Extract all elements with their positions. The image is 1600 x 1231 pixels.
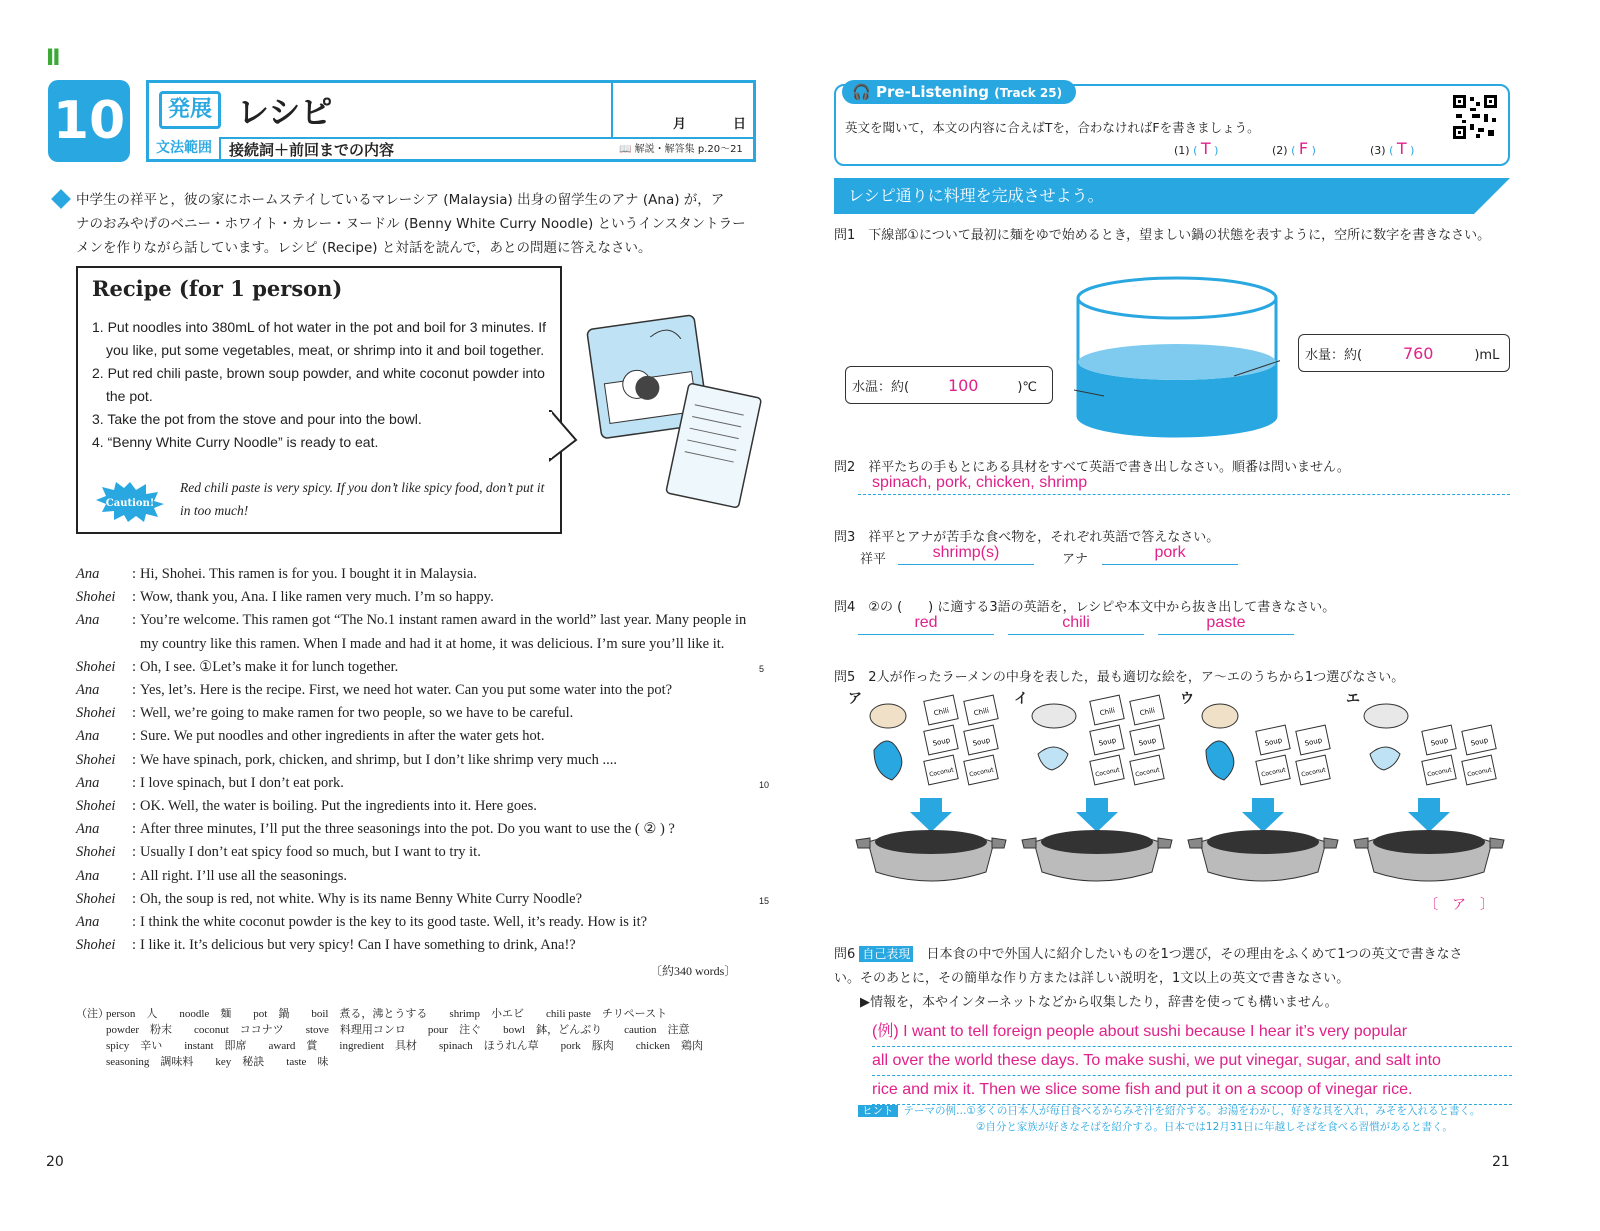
speaker: Ana [76,821,100,838]
recipe-step: 4. “Benny White Curry Noodle” is ready to eat. [92,434,379,450]
speaker: Shohei [76,705,116,722]
item-answer: T [1200,139,1211,158]
intro-line: ナのおみやげのベニー・ホワイト・カレー・ヌードル (Benny White Curry Noodle) というインスタントラー [76,216,746,232]
question-note: ▶情報を，本やインターネットなどから収集したり，辞書を使っても構いません。 [860,995,1338,1010]
question-text: ②の ( ) に適する3語の英語を，レシピや本文中から抜き出して書きなさい。 [868,600,1336,615]
packet-label: Coconut [1260,766,1287,779]
speaker: Shohei [76,658,116,675]
recipe-box [76,266,562,534]
pot-handle [1354,838,1368,848]
line-text: OK. Well, the water is boiling. Put the ingredients into it. Here goes. [140,798,537,815]
vocabulary-notes [76,1006,766,1070]
speaker: Ana [76,728,100,745]
seasoning-packet-icon [1090,755,1124,785]
answer-reference [619,140,743,155]
ana-label: アナ [1062,552,1089,567]
hint [858,1103,1480,1135]
question-label: 問1 [834,228,856,243]
intro-text [76,188,756,260]
recipe-title: Recipe (for 1 person) [92,276,343,301]
speaker: Shohei [76,589,116,606]
unit-number-badge: 10 [48,80,130,162]
question-text: 2人が作ったラーメンの中身を表した，最も適切な絵を，ア～エのうちから1つ選びなさい。 [868,670,1405,685]
line-number: 10 [759,780,770,790]
speaker: Shohei [76,844,116,861]
speaker: Ana [76,867,100,884]
packet-label: Coconut [1134,766,1161,779]
seasoning-packet-icon [1090,695,1124,725]
line-number: 15 [759,896,770,906]
down-arrow-icon [1076,798,1118,832]
dialogue-line: Ana : You’re welcome. This ramen got “The No.1 instant ramen award in the world” last year. Many people in my country like this ramen. When I made and had it at home, it was delicious. I’m sure you’ll like it. [76,609,766,655]
dialogue-line: Shohei : I like it. It’s delicious but very spicy! Can I have something to drink, Ana!? [76,934,766,957]
recipe-step: 2. Put red chili paste, brown soup powder, and white coconut powder into the pot. [92,365,545,404]
packet-label: Coconut [928,766,955,779]
dialogue-line: Shohei : Usually I don’t eat spicy food so much, but I want to try it. [76,841,766,864]
pot-handle [1188,838,1202,848]
q6-answer-line: rice and mix it. Then we slice some fish and put it on a scoop of vinegar rice. [872,1076,1512,1105]
speaker: Ana [76,682,100,699]
seasoning-packet-icon [1256,725,1290,755]
noodle-package-illustration [586,308,762,508]
item-number: (2) [1272,144,1288,157]
q3-ana-answer: pork [1102,544,1238,565]
seasoning-packet-icon [964,755,998,785]
question-text: 下線部①について最初に麺をゆで始めるとき，望ましい鍋の状態を表すように，空所に数字を書きなさい。 [868,228,1491,243]
pot-handle [1022,838,1036,848]
question-text: 祥平たちの手もとにある具材をすべて英語で書き出しなさい。順番は問いません。 [868,460,1350,475]
caution-starburst-icon [96,482,164,522]
line-text: Sure. We put noodles and other ingredients in after the water gets hot. [140,728,545,745]
line-text: Well, we’re going to make ramen for two people, so we have to be careful. [140,705,574,722]
volume-answer: 760 [1402,344,1434,363]
seasoning-packet-icon [1462,725,1496,755]
month-label: 月 [673,117,687,132]
word-count: 〔約340 words〕 [650,964,737,978]
speech-tail [548,410,578,470]
packet-label: Chili [1099,706,1116,718]
dialogue-line: Ana : Yes, let’s. Here is the recipe. First, we need hot water. Can you put some water into the pot? [76,679,766,702]
seasoning-packet-icon [1130,755,1164,785]
packet-label: Soup [971,736,991,748]
seasoning-packet-icon [1130,725,1164,755]
dialogue [76,563,766,957]
question-label: 問3 [834,530,856,545]
line-text: Yes, let’s. Here is the recipe. First, we need hot water. Can you put some water into the pot? [140,682,673,699]
line-text: I think the white coconut powder is the key to its good taste. Well, it’s ready. How is it? [140,914,648,931]
book-icon: 📖 [619,144,632,155]
dialogue-line: Ana : Hi, Shohei. This ramen is for you. I bought it in Malaysia. [76,563,766,586]
recipe-step: 1. Put noodles into 380mL of hot water in the pot and boil for 3 minutes. If you like, put some vegetables, meat, or shrimp into it and boil together. [92,319,546,358]
caution-text: Red chili paste is very spicy. If you don’t like spicy food, don’t put it in too much! [180,480,545,518]
speaker: Shohei [76,937,116,954]
pork-icon [1364,704,1408,728]
question-2 [834,456,1350,475]
q5-answer: 〔 ア 〕 [1424,897,1494,913]
chicken-icon [870,704,906,728]
speaker: Shohei [76,751,116,768]
packet-label: Soup [1303,736,1323,748]
speaker: Ana [76,566,100,582]
q4-answer: chili [1008,614,1144,635]
section-banner: レシピ通りに料理を完成させよう。 [834,178,1474,214]
option-letter: ア [848,691,862,707]
seasoning-packet-icon [924,725,958,755]
packet-label: Coconut [1094,766,1121,779]
line-text: I love spinach, but I don’t eat pork. [140,774,344,791]
speaker: Shohei [76,798,116,815]
recipe-step: 3. Take the pot from the stove and pour into the bowl. [92,411,422,427]
diamond-bullet-icon [51,189,71,209]
noodles-icon [875,830,987,854]
caution-label: Caution! [105,498,155,509]
page-number-left: 20 [46,1154,64,1170]
option-letter: イ [1014,691,1028,707]
pork-icon [1032,704,1076,728]
grammar-value: 接続詞＋前回までの内容 [229,141,395,159]
temp-unit: )℃ [1017,380,1038,395]
dialogue-line: Ana : I love spinach, but I don’t eat pork. [76,772,766,795]
shrimp-icon [1038,747,1068,770]
option-illustration [1020,692,1176,892]
pot-handle [1158,838,1172,848]
q2-answer: spinach, pork, chicken, shrimp [872,474,1088,491]
line-text: I like it. It’s delicious but very spicy! Can I have something to drink, Ana!? [140,937,576,954]
option-illustration [1186,692,1342,892]
notes-line: person 人 noodle 麺 pot 鍋 boil 煮る，沸とうする shrimp 小エビ chili paste チリペースト [106,1008,668,1020]
q6-answer-line: all over the world these days. To make sushi, we put vinegar, sugar, and salt into [872,1047,1512,1076]
packet-label: Chili [1139,706,1156,718]
answer-line [858,476,1510,495]
temp-answer: 100 [947,376,979,395]
packet-label: Soup [1137,736,1157,748]
qr-code-icon[interactable] [1452,94,1498,140]
line-text: Hi, Shohei. This ramen is for you. I bought it in Malaysia. [140,566,477,582]
hint-text: ②自分と家族が好きなそばを紹介する。日本では12月31日に年越しそばを食べる習慣があると書く。 [976,1121,1453,1133]
volume-label: 水量：約( [1305,348,1363,363]
line-text: Usually I don’t eat spicy food so much, but I want to try it. [140,844,481,861]
pot-handle [856,838,870,848]
dialogue-line: Shohei : Oh, I see. ①Let’s make it for lunch together. [76,656,766,679]
hint-label: ヒント [858,1105,898,1117]
title-row [149,83,613,139]
recipe-steps [92,316,552,454]
chicken-icon [1202,704,1238,728]
notes-line: seasoning 調味料 key 秘訣 taste 味 [106,1056,329,1068]
track-label: (Track 25) [994,86,1063,100]
line-text: We have spinach, pork, chicken, and shrimp, but I don’t like shrimp very much .... [140,751,617,768]
water-volume-box [1298,334,1510,372]
question-label: 問4 [834,600,856,615]
dialogue-line: Shohei : We have spinach, pork, chicken, and shrimp, but I don’t like shrimp very much .... [76,749,766,772]
speaker: Ana [76,914,100,931]
pre-listening-header [842,80,1076,104]
dialogue-line: Shohei : Oh, the soup is red, not white. Why is its name Benny White Curry Noodle? [76,888,766,911]
seasoning-packet-icon [1462,755,1496,785]
down-arrow-icon [1408,798,1450,832]
grammar-label: 文法範囲 [149,137,221,159]
packet-label: Coconut [1426,766,1453,779]
section-roman-numeral: Ⅱ [46,46,61,71]
line-text: You’re welcome. This ramen got “The No.1 instant ramen award in the world” last year. Many people in my country like this ramen. When I made and had it at home, it was delicious. I’m sure you’ll like it. [140,612,747,652]
speaker: Ana [76,774,100,791]
q3-shohei-answer: shrimp(s) [898,544,1034,565]
packet-label: Soup [931,736,951,748]
intro-line: 中学生の祥平と，彼の家にホームステイしているマレーシア (Malaysia) 出身の留学生のアナ (Ana) が，ア [76,192,725,208]
line-number: 5 [759,664,765,674]
headphones-icon: 🎧 [852,83,871,101]
self-expression-tag: 自己表現 [859,946,913,962]
pot-handle [1324,838,1338,848]
line-text: Wow, thank you, Ana. I like ramen very much. I’m so happy. [140,589,494,606]
packet-label: Soup [1097,736,1117,748]
notes-label: （注） [76,1008,109,1020]
dialogue-line: Shohei : Well, we’re going to make ramen for two people, so we have to be careful. [76,702,766,725]
shohei-label: 祥平 [860,552,887,567]
volume-unit: )mL [1474,348,1500,363]
seasoning-packet-icon [1130,695,1164,725]
question-text: 祥平とアナが苦手な食べ物を，それぞれ英語で答えなさい。 [868,530,1220,545]
dialogue-line: Ana : After three minutes, I’ll put the three seasonings into the pot. Do you want to use the ( ② ) ? [76,818,766,841]
speaker: Shohei [76,890,116,907]
day-label: 日 [733,117,747,132]
banner-tip [1474,178,1510,214]
dialogue-line: Ana : Sure. We put noodles and other ingredients in after the water gets hot. [76,725,766,748]
noodles-icon [1207,830,1319,854]
packet-label: Soup [1429,736,1449,748]
down-arrow-icon [1242,798,1284,832]
question-5 [834,666,1404,685]
question-6 [834,942,1514,1015]
dialogue-line: Shohei : Wow, thank you, Ana. I like ramen very much. I’m so happy. [76,586,766,609]
option-letter: エ [1346,691,1360,707]
seasoning-packet-icon [924,755,958,785]
pot-handle [992,838,1006,848]
line-text: All right. I’ll use all the seasonings. [140,867,347,884]
hint-text: テーマの例…①多くの日本人が毎日食べるからみそ汁を紹介する。お湯をわかし，好きな具を入れ，みそを入れると書く。 [903,1105,1481,1117]
notes-line: powder 粉末 coconut ココナツ stove 料理用コンロ pour 注ぐ bowl 鉢，どんぶり caution 注意 [106,1024,690,1036]
page-number-right: 21 [1492,1154,1510,1170]
q6-answer [872,1018,1512,1105]
line-text: Oh, I see. ①Let’s make it for lunch together. [140,658,399,675]
seasoning-packet-icon [964,695,998,725]
q5-answer-bracket [1424,894,1494,914]
item-number: (1) [1174,144,1190,157]
option-illustration [1352,692,1508,892]
pre-listening-item: (2) ( F ) [1272,139,1316,158]
speaker: Ana [76,612,100,629]
packet-label: Coconut [1300,766,1327,779]
advanced-tag: 発展 [159,91,221,129]
seasoning-packet-icon [1422,725,1456,755]
question-label: 問5 [834,670,856,685]
pre-listening-item: (1) ( T ) [1174,139,1219,158]
water-temp-box [845,366,1053,404]
spinach-icon [1206,741,1234,780]
question-3 [834,526,1219,545]
intro-line: メンを作りながら話しています。レシピ (Recipe) と対話を読んで，あとの問題に答えなさい。 [76,240,652,256]
temp-label: 水温：約( [852,380,910,395]
spinach-icon [874,741,902,780]
dialogue-line: Ana : All right. I’ll use all the seasonings. [76,865,766,888]
item-answer: T [1396,139,1407,158]
shrimp-icon [1370,747,1400,770]
dialogue-line: Shohei : OK. Well, the water is boiling. Put the ingredients into it. Here goes. [76,795,766,818]
q6-answer-line: (例) I want to tell foreign people about sushi because I hear it’s very popular [872,1018,1512,1047]
option-letter: ウ [1180,691,1194,707]
pot-handle [1490,838,1504,848]
seasoning-packet-icon [1296,725,1330,755]
line-text: After three minutes, I’ll put the three seasonings into the pot. Do you want to use the ( ② ) ? [140,821,675,838]
question-text: 日本食の中で外国人に紹介したいものを1つ選び，その理由をふくめて1つの英文で書きなさ [926,947,1463,962]
seasoning-packet-icon [924,695,958,725]
seasoning-packet-icon [1422,755,1456,785]
line-text: Oh, the soup is red, not white. Why is its name Benny White Curry Noodle? [140,890,583,907]
notes-line: spicy 辛い instant 即席 award 賞 ingredient 具材 spinach ほうれん草 pork 豚肉 chicken 鶏肉 [106,1040,703,1052]
pre-listening-instruction: 英文を聞いて，本文の内容に合えばTを，合わなければFを書きましょう。 [845,120,1260,135]
dialogue-line: Ana : I think the white coconut powder is the key to its good taste. Well, it’s ready. How is it? [76,911,766,934]
reference-text: 解説・解答集 p.20～21 [634,144,743,155]
packet-label: Chili [933,706,950,718]
packet-label: Chili [973,706,990,718]
question-label: 問2 [834,460,856,475]
packet-label: Soup [1263,736,1283,748]
question-4 [834,596,1335,615]
question-text: い。そのあとに，その簡単な作り方または詳しい説明を，1文以上の英文で書きなさい。 [834,971,1350,986]
item-answer: F [1298,139,1309,158]
seasoning-packet-icon [1296,755,1330,785]
noodles-icon [1373,830,1485,854]
question-1 [834,224,1490,243]
pre-listening-item: (3) ( T ) [1370,139,1415,158]
option-illustration [854,692,1010,892]
pre-listening-title: Pre-Listening [876,83,989,101]
packet-label: Coconut [968,766,995,779]
packet-label: Coconut [1466,766,1493,779]
noodles-icon [1041,830,1153,854]
down-arrow-icon [910,798,952,832]
item-number: (3) [1370,144,1386,157]
date-field[interactable] [613,83,755,139]
seasoning-packet-icon [964,725,998,755]
seasoning-packet-icon [1256,755,1290,785]
page-title: レシピ [237,93,333,131]
seasoning-packet-icon [1090,725,1124,755]
q4-answer: red [858,614,994,635]
water-pot-diagram [1074,276,1280,442]
q4-answer: paste [1158,614,1294,635]
title-box [146,80,756,162]
question-label: 問6 [834,947,856,962]
packet-label: Soup [1469,736,1489,748]
